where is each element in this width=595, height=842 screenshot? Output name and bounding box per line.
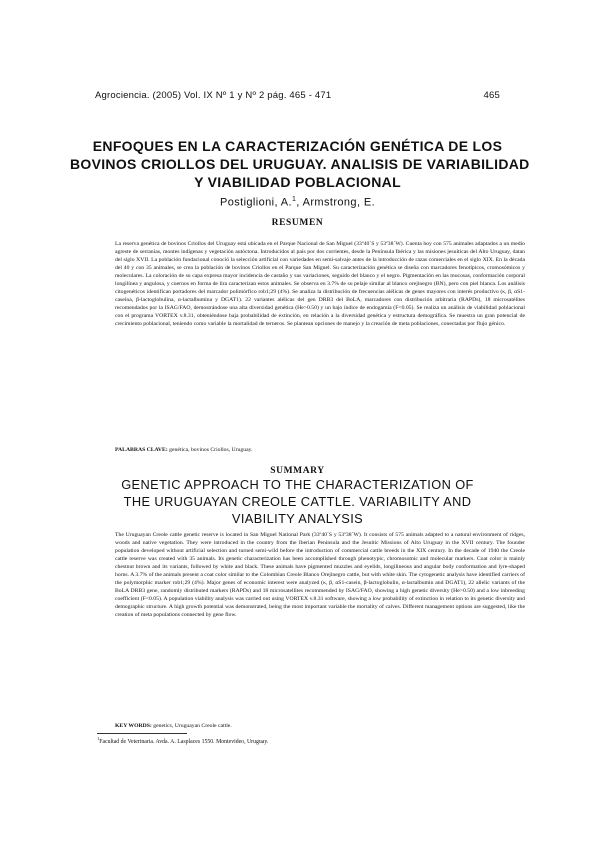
- article-title: [70, 137, 530, 191]
- journal-citation: Agrociencia. (2005) Vol. IX Nº 1 y Nº 2 pág. 465 - 471: [95, 90, 332, 101]
- footnote-divider: [97, 733, 187, 734]
- key-words-text: genetics, Uruguayan Creole cattle.: [151, 723, 232, 729]
- resumen-text: La reserva genética de bovinos Criollos del Uruguay está ubicada en el Parque Nacional de San Miguel (33º40´S y 53º38´W). Cuenta hoy con 575 animales adaptados a un medio agreste de serranías, montes indígenas y vegetación autóctona. Introducidos al país por dos corrientes, desde la Península Ibérica y las misiones jesuíticas del Alto Uruguay, datan del siglo XVII. La población fundacional conoció la selección artificial con variedades en semi-salvaje antes de la introducción de razas comerciales en el siglo XIX. En la década del 40 y con 35 animales, se crea la población de bovinos Criollos en el Parque San Miguel. Su caracterización genética se diseña con marcadores fenotípicos, cromosómicos y moleculares. La coloración de su capa expresa mayor incidencia de castaño y sus variaciones, seguido del blanco y el negro. Pigmentación en las mucosas, conformación corporal longilínea y angulosa, y cuernos en forma de lira caracterizan estos animales. Se observa en 3.7% de su pelaje similar al blanco orejinegro (BN), pero con piel blanca. Los análisis citogenéticos identifican portadores del marcador polimórfico rob1;29 (4%). Se analiza la distribución de frecuencias alélicas de genes mayores con interés productivo (κ, β, αS1-caseína, β-lactoglobulina, α-lactalbumina y DGAT1). 22 variantes alélicas del gen DRB3 del BoLA, marcadores con distribución arbitraria (RAPDs), 18 microsatélites recomendados por la ISAG/FAO, demostrándose una alta diversidad genética (He>0.50) y un bajo índice de endogamia (F<0.05). Se realiza un análisis de viabilidad poblacional con el programa VORTEX v.8.31, obteniéndose baja probabilidad de extinción, en relación a la diversidad genética y estructura demográfica. Se muestra un gran potencial de crecimiento poblacional, teniendo como variable la mortalidad de terneros. Se plantean opciones de manejo y la creación de meta poblaciones, conectadas por flujo génico.: [115, 241, 525, 328]
- author-1: Postiglioni, A.: [219, 196, 292, 209]
- english-title-line-3: VIABILITY ANALYSIS: [231, 511, 364, 526]
- palabras-clave-text: genética, bovinos Criollos, Uruguay.: [167, 447, 253, 453]
- palabras-clave-label: PALABRAS CLAVE:: [115, 447, 168, 453]
- footnote-text: Facultad de Veterinaria. Avda. A. Lasplaces 1550. Montevideo, Uruguay.: [99, 738, 269, 745]
- key-words: [115, 723, 525, 729]
- running-header: [95, 90, 500, 101]
- title-line-3: Y VIABILIDAD POBLACIONAL: [194, 174, 401, 190]
- english-title-line-1: GENETIC APPROACH TO THE CHARACTERIZATION OF: [121, 477, 474, 492]
- english-title-line-2: THE URUGUAYAN CREOLE CATTLE. VARIABILITY AND: [123, 494, 472, 509]
- summary-text: The Uruguayan Creole cattle genetic reserve is located in San Miguel National Park (33º40´S y 53º38´W). It consists of 575 animals adapted to a natural environment of ridges, woods and native vegetation. They were introduced in the country from the Iberian Peninsula and the Jesuitic Missions of Alto Uruguay in the XVII century. The founder population developed without artificial selection and turned semi-wild before the introduction of commercial cattle breeds in the XIX century. In the decade of 1940 the Creole cattle reserve was created with 35 animals. Its genetic characterization has been accomplished through phenotypic, chromosomic and molecular markers. Coat color is mainly chestnut brown and its variants, followed by white and black. These animals have pigmented muzzles and eyelids, longilineous and angular body conformation and lyre-shaped horns. A 3.7% of the animals present a coat color similar to the Colombian Creole Blanco Orejinegro cattle, but with white skin. The cytogenetic analysis have identified carriers of the polymorphic marker rob1;29 (4%). Major genes of economic interest were analyzed (κ, β, αS1-casein, β-lactoglobulin, α-lactalbumin and DGAT1), 22 allelic variants of the BoLA DRB3 gene, randomly distributed markers (RAPDs) and 18 microsatellites recommended by ISAG/FAO, showing a high genetic diversity (He>0.50) and a low inbreeding coefficient (F<0.05). A population viability analysis was carried out using VORTEX v.8.31 software, showing a low probability of extinction in relation to its genetic diversity and demographic structure. A high growth potential was demonstrated, being the most important variable the mortality of calves. Different management options are suggested, like the creation of meta populations connected by gene flow.: [115, 532, 525, 619]
- author-affiliation-mark: 1: [292, 196, 297, 203]
- authors: [70, 196, 525, 209]
- palabras-clave: [115, 447, 525, 453]
- author-2: , Armstrong, E.: [296, 196, 376, 209]
- key-words-label: KEY WORDS:: [115, 723, 152, 729]
- title-line-2: BOVINOS CRIOLLOS DEL URUGUAY. ANALISIS DE VARIABILIDAD: [70, 156, 530, 172]
- resumen-heading: RESUMEN: [271, 218, 324, 228]
- footnote-mark: 1: [97, 736, 100, 741]
- page-number: 465: [483, 90, 500, 101]
- summary-heading: SUMMARY: [270, 466, 325, 476]
- english-title: [70, 476, 525, 527]
- footnote: [97, 736, 517, 745]
- title-line-1: ENFOQUES EN LA CARACTERIZACIÓN GENÉTICA DE LOS: [92, 138, 503, 154]
